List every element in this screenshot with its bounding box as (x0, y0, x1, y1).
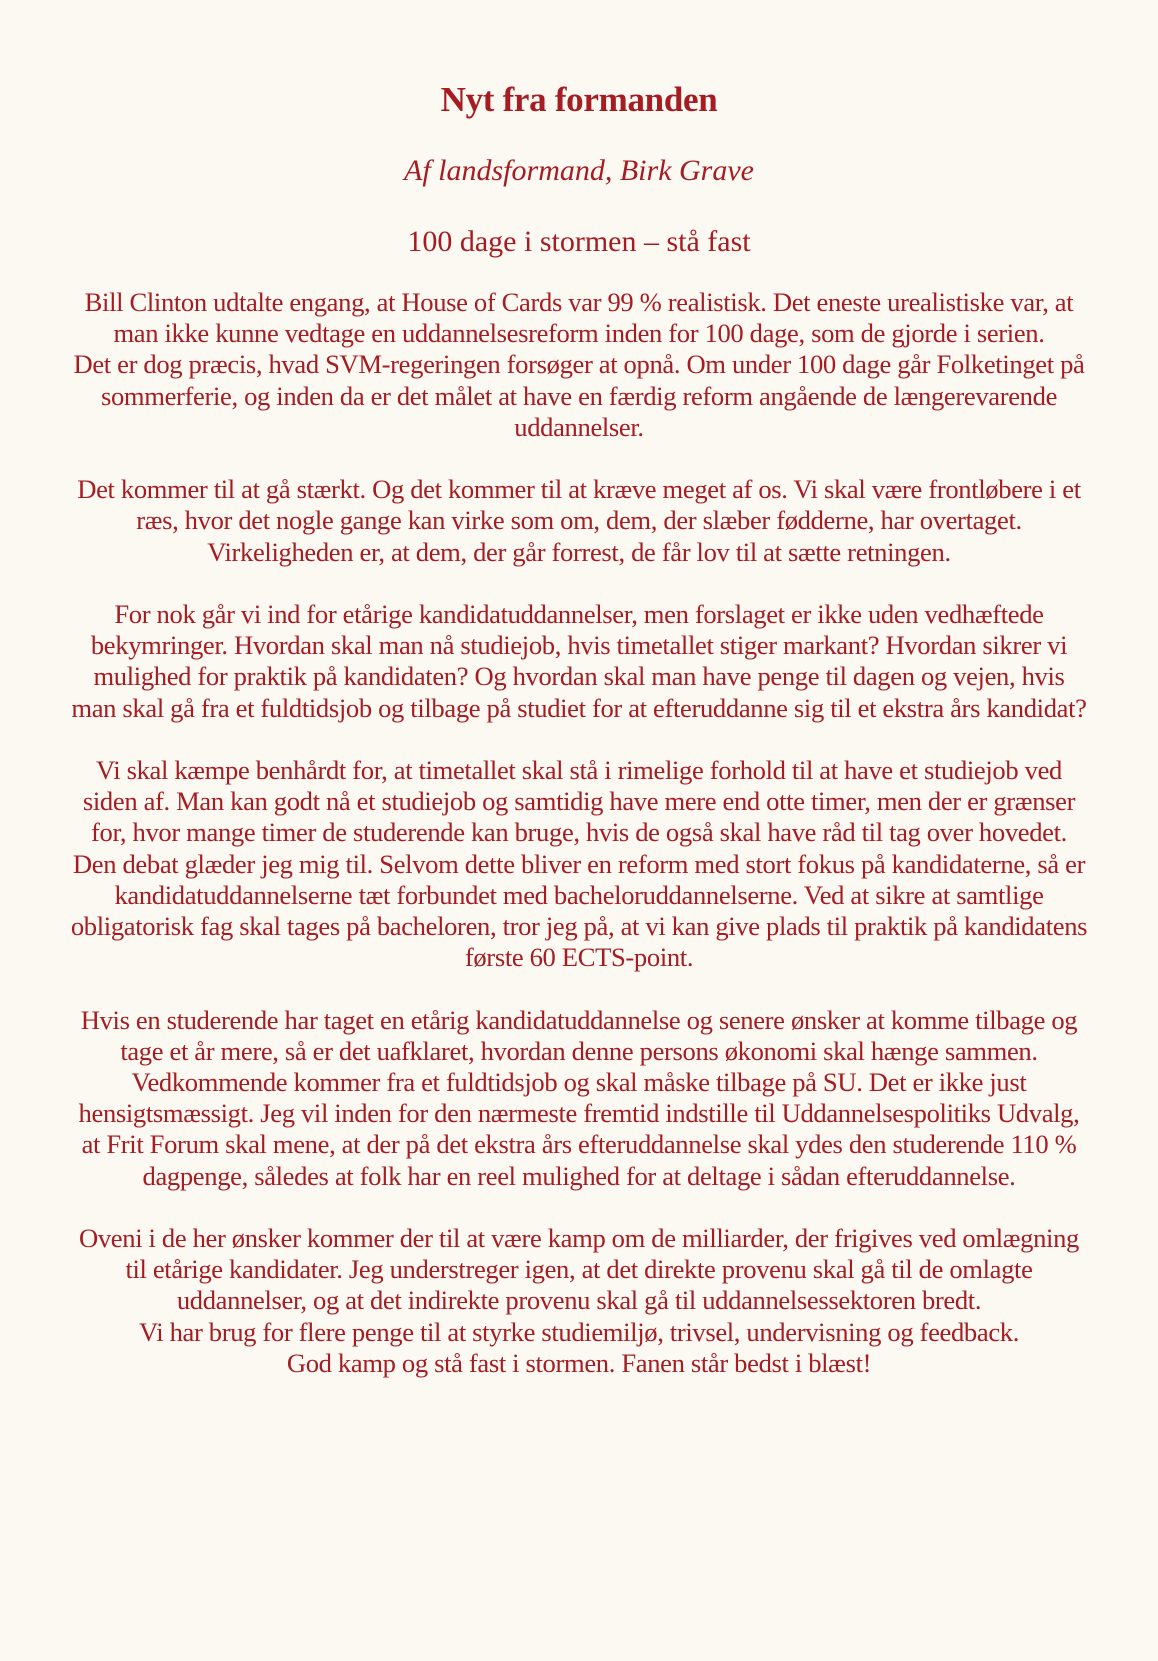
page-title: Nyt fra formanden (440, 80, 718, 119)
paragraph: Det kommer til at gå stærkt. Og det kommer til at kræve meget af os. Vi skal være frontløbere i et ræs, hvor det nogle gange kan virke som om, dem, der slæber fødderne, har overtaget. Virkeligheden er, at dem, der går forrest, de får lov til at sætte retningen. (77, 474, 1081, 567)
article-subtitle: 100 dage i stormen – stå fast (407, 225, 751, 258)
paragraph: Bill Clinton udtalte engang, at House of Cards var 99 % realistisk. Det eneste urealistiske var, at man ikke kunne vedtage en uddannelsesreform inden for 100 dage, som de gjorde i serien. (84, 287, 1074, 349)
paragraph: Vi har brug for flere penge til at styrke studiemiljø, trivsel, undervisning og feedback. (138, 1316, 1020, 1347)
paragraph: Hvis en studerende har taget en etårig kandidatuddannelse og senere ønsker at komme tilbage og tage et år mere, så er det uafklaret, hvordan denne persons økonomi skal hænge sammen. Vedkommende kommer fra et fuldtidsjob og skal måske tilbage på SU. Det er ikke just hensigtsmæssigt. Jeg vil inden for den nærmeste fremtid indstille til Uddannelsespolitiks Udvalg, at Frit Forum skal mene, at der på det ekstra års efteruddannelse skal ydes den studerende 110 % dagpenge, således at folk har en reel mulighed for at deltage i sådan efteruddannelse. (78, 1004, 1080, 1191)
paragraph: Det er dog præcis, hvad SVM-regeringen forsøger at opnå. Om under 100 dage går Folketinget på sommerferie, og inden da er det målet at have en færdig reform angående de længerevarende uddannelser. (73, 349, 1085, 442)
article-body (70, 287, 1088, 1379)
closing-line: God kamp og stå fast i stormen. Fanen står bedst i blæst! (286, 1347, 872, 1378)
paragraph: Oveni i de her ønsker kommer der til at være kamp om de milliarder, der frigives ved omlægning til etårige kandidater. Jeg understreger igen, at det direkte provenu skal gå til de omlagte uddannelser, og at det indirekte provenu skal gå til uddannelsessektoren bredt. (79, 1223, 1079, 1316)
author-byline: Af landsformand, Birk Grave (404, 154, 754, 187)
paragraph: For nok går vi ind for etårige kandidatuddannelser, men forslaget er ikke uden vedhæftede bekymringer. Hvordan skal man nå studiejob, hvis timetallet stiger markant? Hvordan sikrer vi mulighed for praktik på kandidaten? Og hvordan skal man have penge til dagen og vejen, hvis man skal gå fra et fuldtidsjob og tilbage på studiet for at efteruddanne sig til et ekstra års kandidat? (71, 599, 1087, 723)
paragraph: Vi skal kæmpe benhårdt for, at timetallet skal stå i rimelige forhold til at have et studiejob ved siden af. Man kan godt nå et studiejob og samtidig have mere end otte timer, men der er grænser for, hvor mange timer de studerende kan bruge, hvis de også skal have råd til tag over hovedet. Den debat glæder jeg mig til. Selvom dette bliver en reform med stort fokus på kandidaterne, så er kandidatuddannelserne tæt forbundet med bacheloruddannelserne. Ved at sikre at samtlige obligatorisk fag skal tages på bacheloren, tror jeg på, at vi kan give plads til praktik på kandidatens første 60 ECTS-point. (70, 755, 1088, 973)
